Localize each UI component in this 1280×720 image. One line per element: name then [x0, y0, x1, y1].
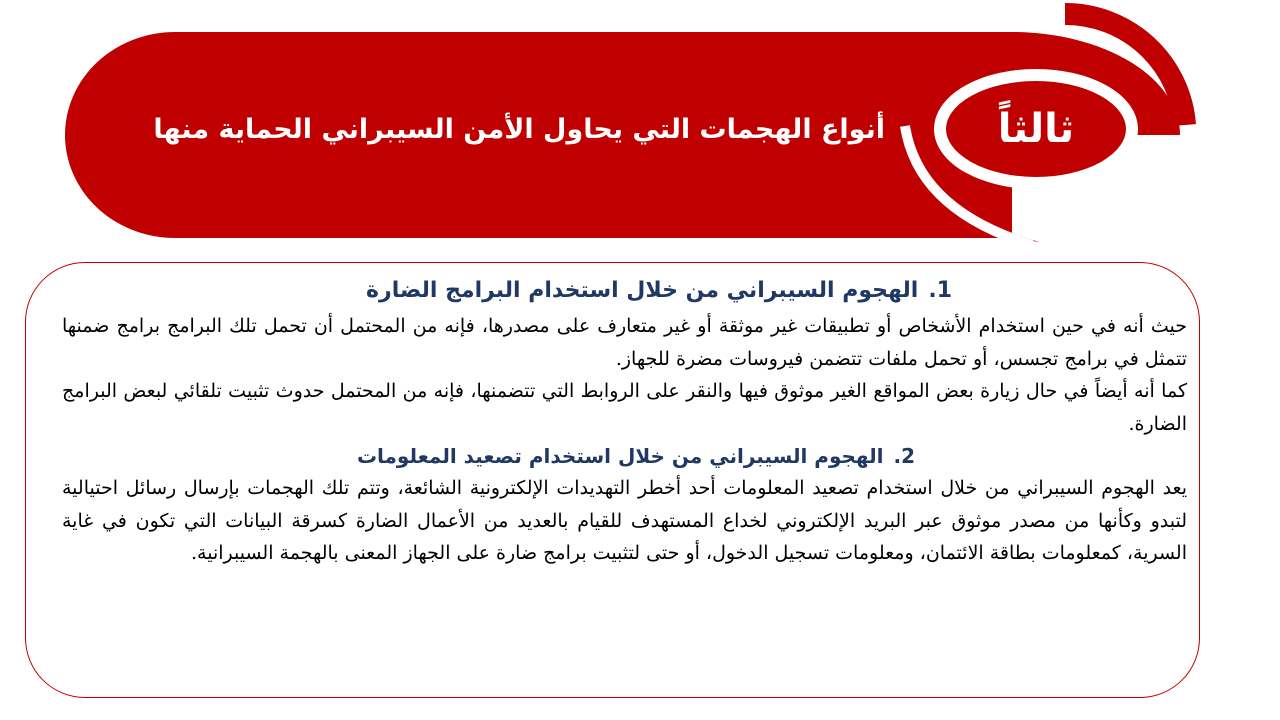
section-1-title: الهجوم السيبراني من خلال استخدام البرامج الضارة [366, 278, 919, 303]
section-1-paragraph-2: كما أنه أيضاً في حال زيارة بعض المواقع الغير موثوق فيها والنقر على الروابط التي تتضمنها، فإنه من المحتمل حدوث تثبيت تلقائي لبعض البرامج الضارة. [62, 380, 1187, 435]
section-2-heading [62, 440, 1187, 472]
section-2-title: الهجوم السيبراني من خلال استخدام تصعيد المعلومات [356, 444, 884, 468]
section-2-number: 2. [893, 444, 915, 468]
banner-title: أنواع الهجمات التي يحاول الأمن السيبراني الحماية منها [153, 114, 885, 145]
section-1-paragraph-1: حيث أنه في حين استخدام الأشخاص أو تطبيقات غير موثقة أو غير متعارف على مصدرها، فإنه من المحتمل أن تحمل تلك البرامج برامج ضمنها تتمثل في برامج تجسس، أو تحمل ملفات تتضمن فيروسات مضرة للجهاز. [62, 315, 1187, 370]
section-badge: ثالثاً [997, 106, 1075, 152]
section-1-number: 1. [928, 278, 952, 303]
section-2-paragraph-1: يعد الهجوم السيبراني من خلال استخدام تصعيد المعلومات أحد أخطر التهديدات الإلكترونية الشائعة، وتتم تلك الهجمات بإرسال رسائل احتيالية لتبدو وكأنها من مصدر موثوق عبر البريد الإلكتروني لخداع المستهدف للقيام بالعديد من الأعمال الضارة كسرقة البيانات التي تكون في غاية السرية، كمعلومات بطاقة الائتمان، ومعلومات تسجيل الدخول، أو حتى لتثبيت برامج ضارة على الجهاز المعنى بالهجمة السيبرانية. [62, 477, 1187, 564]
content-area [62, 272, 1187, 570]
section-1-heading [62, 272, 1187, 310]
